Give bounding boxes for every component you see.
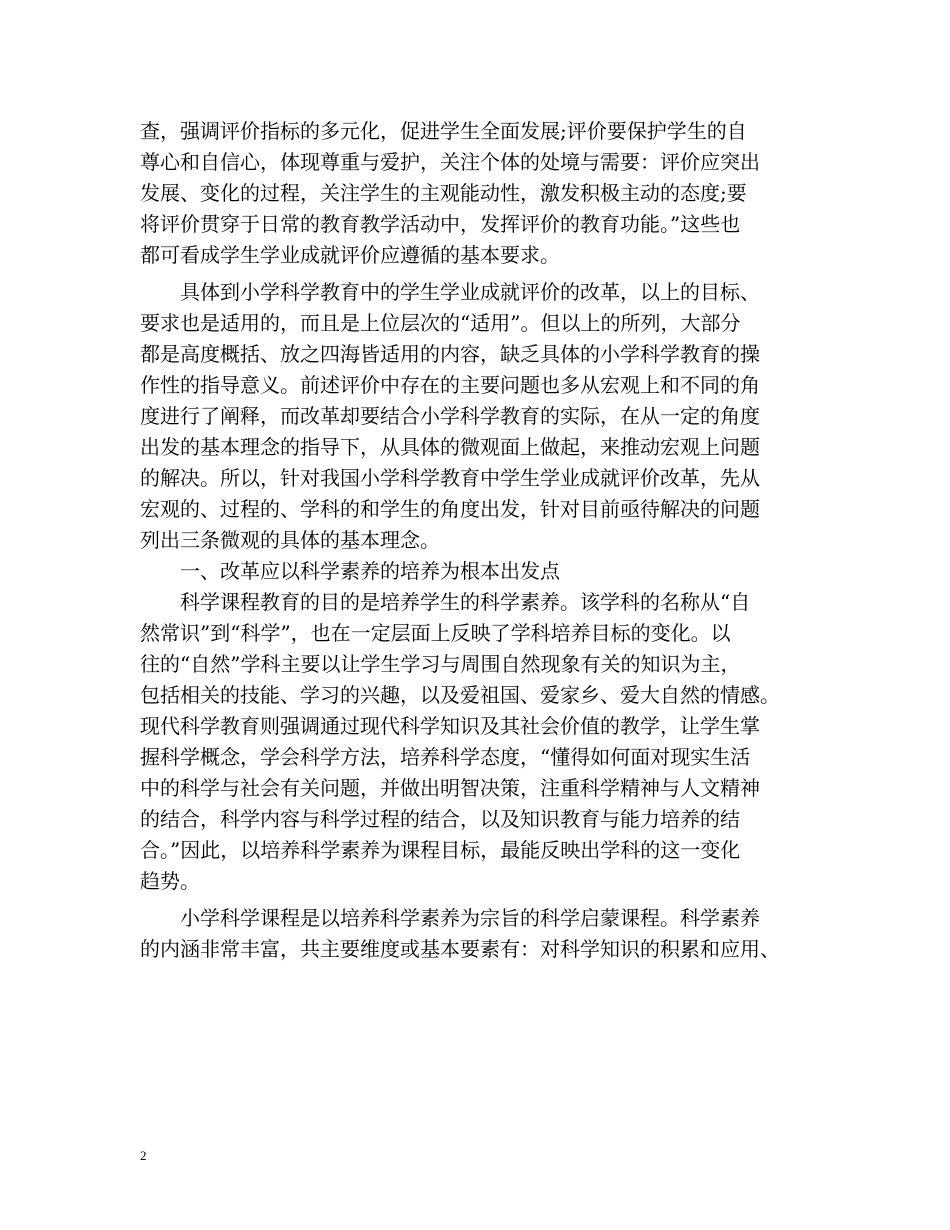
text-line: 查，强调评价指标的多元化，促进学生全面发展;评价要保护学生的自 [140,119,747,143]
text-line: 尊心和自信心，体现尊重与爱护，关注个体的处境与需要：评价应突出 [140,150,760,174]
text-line: 出发的基本理念的指导下，从具体的微观面上做起，来推动宏观上问题 [140,435,760,459]
text-line: 的内涵非常丰富，共主要维度或基本要素有：对科学知识的积累和应用、 [140,937,780,961]
text-line: 宏观的、过程的、学科的和学生的角度出发，针对目前亟待解决的问题 [140,497,760,521]
text-line: 列出三条微观的具体的基本理念。 [140,528,440,552]
text-line: 的解决。所以，针对我国小学科学教育中学生学业成就评价改革，先从 [140,466,760,490]
text-line: 的结合，科学内容与科学过程的结合，以及知识教育与能力培养的结 [140,807,740,831]
text-line: 度进行了阐释，而改革却要结合小学科学教育的实际，在从一定的角度 [140,404,760,428]
paragraph [140,277,820,556]
text-line: 都可看成学生学业成就评价应遵循的基本要求。 [140,243,560,267]
paragraph [140,587,820,897]
text-line: 现代科学教育则强调通过现代科学知识及其社会价值的教学，让学生掌 [140,714,760,738]
text-line: 合。”因此，以培养科学素养为课程目标，最能反映出学科的这一变化 [140,838,741,862]
text-line: 科学课程教育的目的是培养学生的科学素养。该学科的名称从“自 [180,590,751,614]
text-line: 中的科学与社会有关问题，并做出明智决策，注重科学精神与人文精神 [140,776,760,800]
text-line: 包括相关的技能、学习的兴趣，以及爱祖国、爱家乡、爱大自然的情感。 [140,683,780,707]
text-line: 发展、变化的过程，关注学生的主观能动性，激发积极主动的态度;要 [140,181,747,205]
section-heading [140,556,820,587]
text-line: 握科学概念，学会科学方法，培养科学态度，“懂得如何面对现实生活 [140,745,751,769]
text-line: 都是高度概括、放之四海皆适用的内容，缺乏具体的小学科学教育的操 [140,342,760,366]
text-line: 往的“自然”学科主要以让学生学习与周围自然现象有关的知识为主， [140,652,741,676]
text-line: 具体到小学科学教育中的学生学业成就评价的改革，以上的目标、 [180,280,760,304]
text-line: 然常识”到“科学”，也在一定层面上反映了学科培养目标的变化。以 [140,621,731,645]
text-line: 作性的指导意义。前述评价中存在的主要问题也多从宏观上和不同的角 [140,373,760,397]
paragraph [140,903,820,965]
paragraph [140,116,820,271]
text-line: 小学科学课程是以培养科学素养为宗旨的科学启蒙课程。科学素养 [180,906,760,930]
page-number: 2 [140,1148,147,1163]
heading-line: 一、改革应以科学素养的培养为根本出发点 [180,559,560,583]
text-line: 将评价贯穿于日常的教育教学活动中，发挥评价的教育功能。”这些也 [140,212,741,236]
text-line: 趋势。 [140,869,200,893]
text-line: 要求也是适用的，而且是上位层次的“适用”。但以上的所列，大部分 [140,311,741,335]
document-body [140,116,820,965]
